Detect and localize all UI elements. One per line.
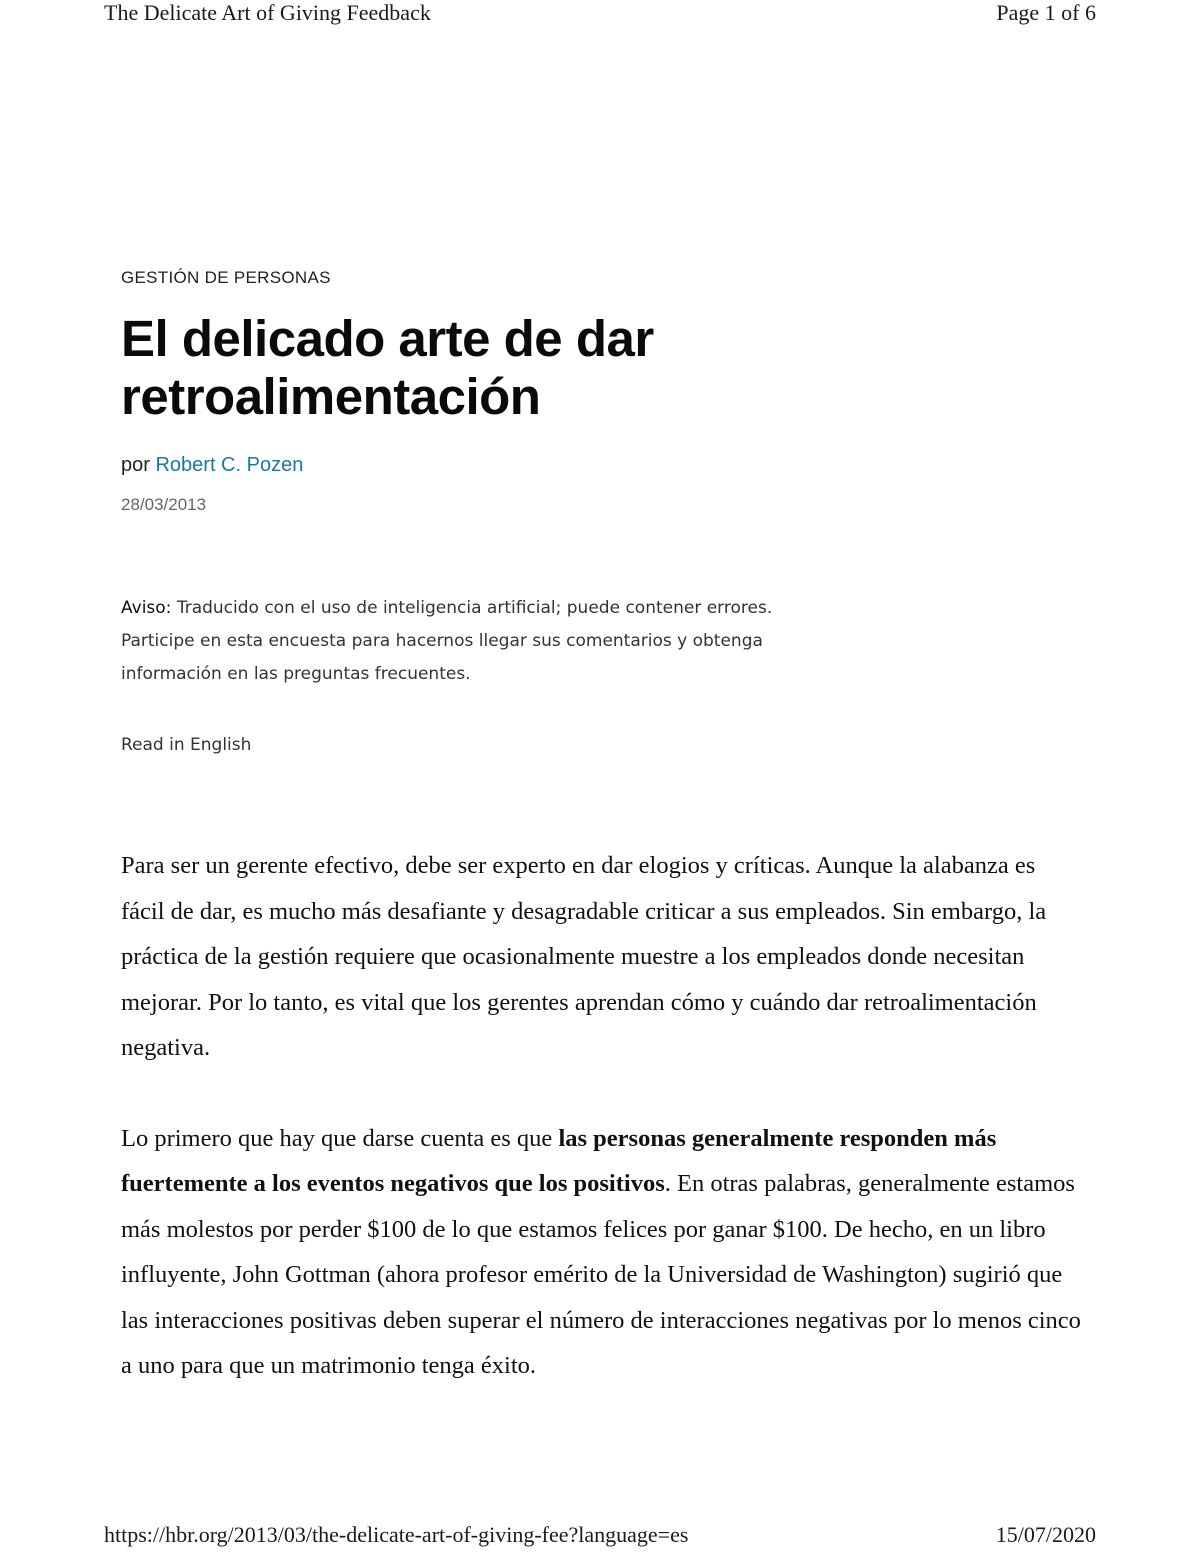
notice-text: Traducido con el uso de inteligencia artificial; puede contener errores. Participe en esta encuesta para hacernos llegar sus comentarios y obtenga información en las preguntas frecuentes. xyxy=(121,598,773,684)
publish-date: 28/03/2013 xyxy=(121,495,207,514)
article-category[interactable]: GESTIÓN DE PERSONAS xyxy=(121,268,331,287)
print-date: 15/07/2020 xyxy=(995,1522,1096,1547)
print-header xyxy=(104,0,1096,26)
article-body xyxy=(121,843,1081,1389)
print-footer xyxy=(104,1522,1096,1548)
paragraph-text: Lo primero que hay que darse cuenta es que xyxy=(121,1124,553,1152)
page-indicator: Page 1 of 6 xyxy=(996,0,1096,25)
article xyxy=(121,268,1081,1389)
paragraph xyxy=(121,1116,1081,1389)
author-link[interactable]: Robert C. Pozen xyxy=(155,454,304,476)
byline-prefix: por xyxy=(121,454,150,476)
translation-notice xyxy=(121,592,841,691)
paragraph: Para ser un gerente efectivo, debe ser experto en dar elogios y críticas. Aunque la alabanza es fácil de dar, es mucho más desafiante y desagradable criticar a sus empleados. Sin embargo, la práctica de la gestión requiere que ocasionalmente muestre a los empleados donde necesitan mejorar. Por lo tanto, es vital que los gerentes aprendan cómo y cuándo dar retroalimentación negativa. xyxy=(121,852,1047,1061)
read-in-english-link[interactable]: Read in English xyxy=(121,735,252,755)
emphasized-text: las personas generalmente responden más fuertemente a los eventos negativos que los positivos xyxy=(121,1124,997,1197)
paragraph-text: . En otras palabras, generalmente estamos más molestos por perder $100 de lo que estamos felices por ganar $100. De hecho, en un libro influyente, John Gottman (ahora profesor emérito de la Universidad de Washington) sugirió que las interacciones positivas deben superar el número de interacciones negativas por lo menos cinco a uno para que un matrimonio tenga éxito. xyxy=(121,1170,1081,1379)
print-url: https://hbr.org/2013/03/the-delicate-art-of-giving-fee?language=es xyxy=(104,1522,689,1547)
byline xyxy=(121,454,1081,477)
article-title: El delicado arte de dar retroalimentación xyxy=(121,310,654,425)
print-doc-title: The Delicate Art of Giving Feedback xyxy=(104,0,431,25)
notice-label: Aviso: xyxy=(121,598,172,618)
